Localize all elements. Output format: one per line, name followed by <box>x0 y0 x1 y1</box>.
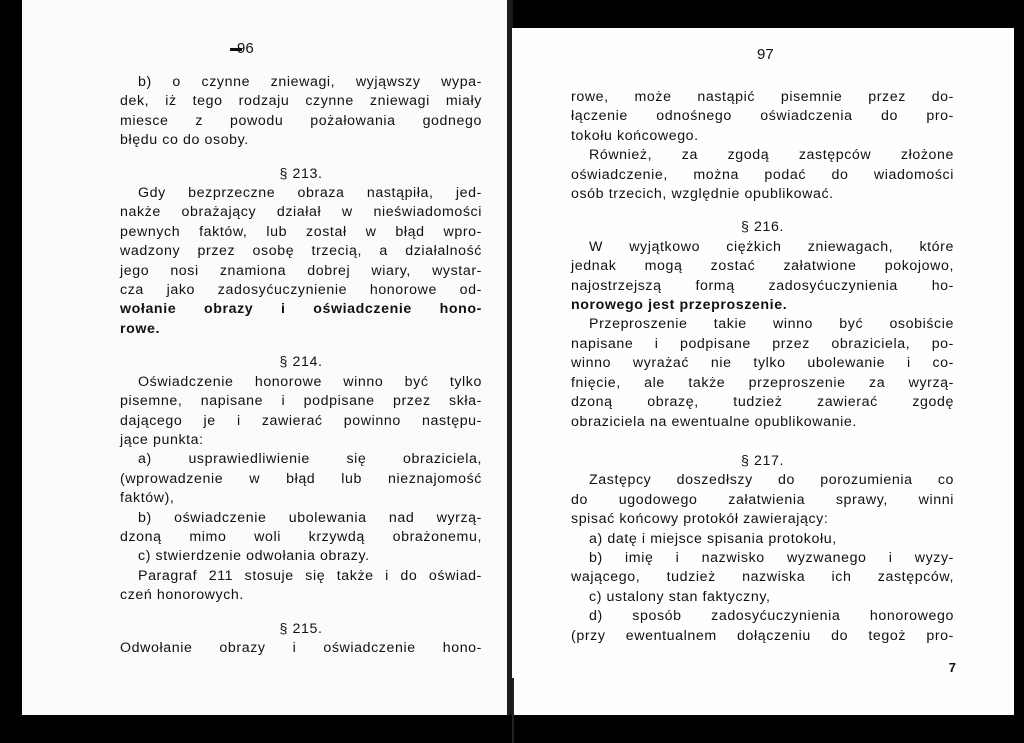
text-column <box>120 73 482 658</box>
text-line: a) usprawiedliwienie się obraziciela, <box>138 451 482 468</box>
text-line: b) o czynne zniewagi, wyjąwszy wypa- <box>138 74 482 90</box>
text-line: rowe. <box>120 320 161 337</box>
text-line: d) sposób zadosyćuczynienia honorowego <box>589 608 954 625</box>
text-line: wającego, tudzież nazwiska ich zastępców, <box>571 569 954 586</box>
section-heading: § 213. <box>279 165 323 182</box>
text-line: spisać końcowy protokół zawierający: <box>571 511 829 528</box>
text-line: fnięcie, ale także przeproszenie za wyrzą- <box>571 374 954 391</box>
text-line: winno wyrażać nie tylko ubolewanie i co- <box>571 355 954 372</box>
text-line: jednak mogą zostać załatwione pokojowo, <box>571 258 954 275</box>
text-line: cza jako zadosyćuczynienie honorowe od- <box>120 282 482 299</box>
text-line: b) oświadczenie ubolewania nad wyrzą- <box>138 509 482 526</box>
text-line: rowe, może nastąpić pisemnie przez do- <box>571 89 954 105</box>
text-line: dzoną mimo woli krzywdą obrażonemu, <box>120 528 482 545</box>
binding-shadow <box>512 678 514 743</box>
page-number: 96 <box>237 40 254 57</box>
text-line: Paragraf 211 stosuje się także i do oświad- <box>138 567 482 584</box>
left-page <box>22 0 508 715</box>
text-line: Przeproszenie takie winno być osobiście <box>589 316 954 333</box>
text-line: czeń honorowych. <box>120 587 244 604</box>
text-line: dek, iż tego rodzaju czynne zniewagi miały <box>120 93 482 110</box>
text-line: c) ustalony stan faktyczny, <box>589 588 771 605</box>
text-line: nakże obrażający działał w nieświadomości <box>120 204 482 221</box>
text-line: pewnych faktów, lub został w błąd wpro- <box>120 223 482 240</box>
text-line: dającego je i zawierać powinno następu- <box>120 412 482 429</box>
text-line: dzoną obrazę, tudzież zawierać zgodę <box>571 394 954 411</box>
right-page <box>512 28 1014 715</box>
text-line: wołanie obrazy i oświadczenie hono- <box>120 301 482 318</box>
text-line: jego nosi znamiona dobrej wiary, wystar- <box>120 262 482 279</box>
section-heading: § 217. <box>740 452 785 469</box>
text-line: W wyjątkowo ciężkich zniewagach, które <box>589 238 954 255</box>
text-line: Również, za zgodą zastępców złożone <box>589 147 954 164</box>
section-heading: § 215. <box>279 620 323 637</box>
section-heading: § 216. <box>740 219 785 236</box>
text-line: (przy ewentualnem dołączeniu do tegoż pro- <box>571 627 954 644</box>
signature-mark: 7 <box>948 660 956 675</box>
text-line: a) datę i miejsce spisania protokołu, <box>589 530 837 547</box>
text-line: b) imię i nazwisko wyzwanego i wyzy- <box>589 549 954 566</box>
text-line: łączenie odnośnego oświadczenia do pro- <box>571 108 954 125</box>
text-line: Odwołanie obrazy i oświadczenie hono- <box>120 639 482 656</box>
text-line: tokołu końcowego. <box>571 127 699 144</box>
text-line: błędu co do osoby. <box>120 132 249 149</box>
text-line: napisane i podpisane przez obraziciela, po- <box>571 335 954 352</box>
text-line: najostrzejszą formą zadosyćuczynienia ho- <box>571 277 954 294</box>
text-line: osób trzecich, względnie opublikować. <box>571 186 834 203</box>
text-line: faktów), <box>120 490 175 507</box>
text-line: obraziciela na ewentualne opublikowanie. <box>571 413 857 430</box>
text-line: do ugodowego załatwienia sprawy, winni <box>571 491 954 508</box>
text-line: Zastępcy doszedłszy do porozumienia co <box>589 472 954 489</box>
text-line: norowego jest przeproszenie. <box>571 297 788 314</box>
text-line: (wprowadzenie w błąd lub nieznajomość <box>120 470 482 487</box>
text-line: miesce z powodu pożałowania godnego <box>120 112 482 129</box>
text-line: pisemne, napisane i podpisane przez skła- <box>120 393 482 410</box>
text-line: jące punkta: <box>120 431 204 448</box>
text-line: oświadczenie, można podać do wiadomości <box>571 166 954 183</box>
text-line: Oświadczenie honorowe winno być tylko <box>138 373 482 390</box>
text-line: c) stwierdzenie odwołania obrazy. <box>138 548 370 565</box>
section-heading: § 214. <box>279 354 323 371</box>
text-line: Gdy bezprzeczne obraza nastąpiła, jed- <box>138 185 482 202</box>
text-line: wadzony przez osobę trzecią, a działalność <box>120 243 482 260</box>
page-number: 97 <box>757 46 774 63</box>
text-column <box>571 88 954 646</box>
